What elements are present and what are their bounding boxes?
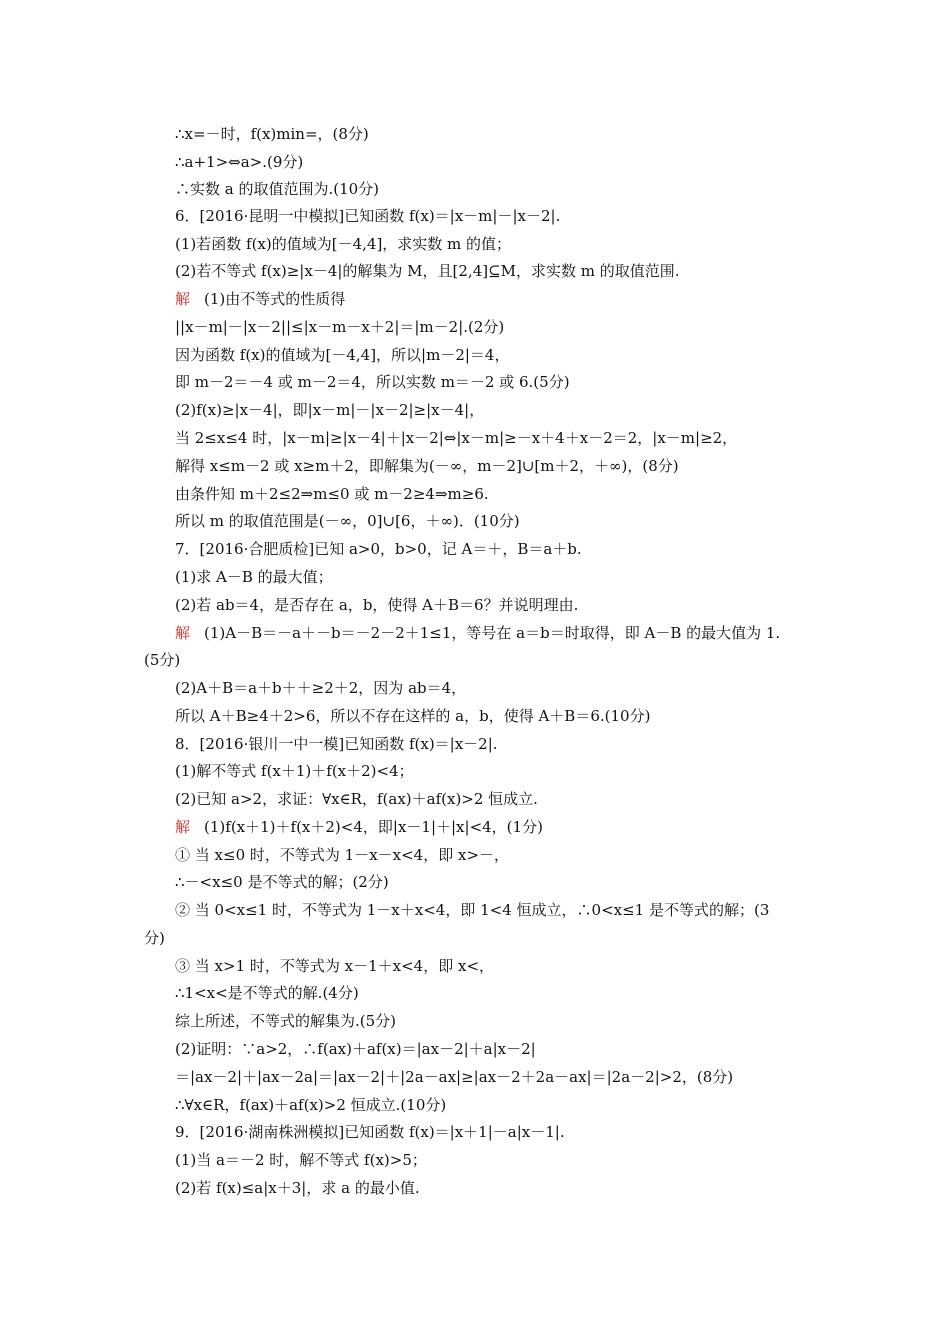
text-line (175, 900, 769, 920)
text-line (175, 179, 379, 199)
line-text: 7．[2016·合肥质检]已知 a>0，b>0，记 A＝＋，B＝a＋b. (175, 540, 582, 558)
text-line (175, 817, 543, 837)
text-line (175, 372, 570, 392)
text-line (175, 734, 498, 754)
text-line (175, 595, 578, 615)
text-line (175, 956, 494, 976)
line-text: (2)若 ab＝4，是否存在 a，b，使得 A＋B＝6？并说明理由. (175, 596, 579, 614)
line-text: ||x－m|－|x－2||≤|x－m－x＋2|＝|m－2|.(2分) (175, 318, 505, 336)
text-line (175, 484, 489, 504)
line-text: ∴x=－时，f(x)min=，(8分) (175, 125, 369, 143)
text-line (175, 261, 680, 281)
line-text: 6．[2016·昆明一中模拟]已知函数 f(x)＝|x－m|－|x－2|. (175, 207, 561, 225)
line-text: ② 当 0<x≤1 时，不等式为 1－x＋x<4，即 1<4 恒成立，∴0<x≤1 是不等式的解；(3 (175, 901, 770, 919)
text-line (175, 706, 650, 726)
text-line (175, 1150, 427, 1170)
text-line (175, 1039, 536, 1059)
text-line (175, 1067, 733, 1087)
line-text: 即 m－2＝－4 或 m－2＝4，所以实数 m＝－2 或 6.(5分) (175, 373, 570, 391)
line-text: 8．[2016·银川一中一模]已知函数 f(x)＝|x－2|. (175, 735, 498, 753)
text-line (175, 1011, 396, 1031)
text-line (175, 983, 359, 1003)
line-text: ∴－<x≤0 是不等式的解；(2分) (175, 873, 389, 891)
line-text: 所以 m 的取值范围是(－∞，0]∪[6，＋∞)．(10分) (175, 512, 520, 530)
line-text: ∴a+1>⇔a>.(9分) (175, 153, 304, 171)
text-line (175, 1178, 420, 1198)
text-line (175, 124, 369, 144)
text-line (175, 289, 345, 309)
text-line (175, 678, 466, 698)
line-text: (2)若不等式 f(x)≥|x－4|的解集为 M，且[2,4]⊆M，求实数 m 的取值范围. (175, 262, 680, 280)
line-text: (2)f(x)≥|x－4|，即|x－m|－|x－2|≥|x－4|， (175, 401, 485, 419)
text-line (175, 152, 303, 172)
text-line (175, 539, 582, 559)
text-line (175, 345, 509, 365)
text-line (175, 1095, 446, 1115)
line-text: ③ 当 x>1 时，不等式为 x－1＋x<4，即 x<， (175, 957, 495, 975)
line-text: (5分) (144, 651, 181, 669)
text-line (175, 400, 484, 420)
text-line (144, 928, 165, 948)
line-text: (1)解不等式 f(x＋1)＋f(x＋2)<4； (175, 762, 414, 780)
line-text: 9．[2016·湖南株洲模拟]已知函数 f(x)＝|x＋1|－a|x－1|. (175, 1123, 565, 1141)
text-line (175, 206, 560, 226)
text-line (175, 845, 509, 865)
text-line (175, 234, 511, 254)
line-text: (2)证明：∵a>2，∴f(ax)＋af(x)＝|ax－2|＋a|x－2| (175, 1040, 536, 1058)
line-text: ① 当 x≤0 时，不等式为 1－x－x<4，即 x>－， (175, 846, 510, 864)
line-text: (1)当 a＝－2 时，解不等式 f(x)>5； (175, 1151, 427, 1169)
line-text: 分) (144, 929, 165, 947)
line-text: 因为函数 f(x)的值域为[－4,4]，所以|m－2|＝4， (175, 346, 510, 364)
line-text: 由条件知 m＋2≤2⇒m≤0 或 m－2≥4⇒m≥6. (175, 485, 489, 503)
solution-label: 解 (175, 624, 191, 642)
text-line (175, 317, 504, 337)
line-text: ∴∀x∈R，f(ax)＋af(x)>2 恒成立.(10分) (175, 1096, 447, 1114)
text-line (175, 456, 679, 476)
text-line (175, 761, 414, 781)
solution-label: 解 (175, 290, 191, 308)
text-line (175, 872, 389, 892)
line-text: (1)由不等式的性质得 (204, 290, 346, 308)
line-text: 解得 x≤m－2 或 x≥m＋2，即解集为(－∞，m－2]∪[m＋2，＋∞)，(8分) (175, 457, 679, 475)
line-text: (2)已知 a>2，求证：∀x∈R，f(ax)＋af(x)>2 恒成立. (175, 790, 538, 808)
solution-label: 解 (175, 818, 191, 836)
line-text: ∴实数 a 的取值范围为.(10分) (175, 180, 380, 198)
line-text: (1)求 A－B 的最大值； (175, 568, 333, 586)
text-line (175, 1122, 565, 1142)
line-text: (2)若 f(x)≤a|x＋3|，求 a 的最小值. (175, 1179, 420, 1197)
line-text: (1)A－B＝－a＋－b＝－2－2＋1≤1，等号在 a＝b＝时取得，即 A－B 的最大值为 1. (204, 624, 781, 642)
line-text: ＝|ax－2|＋|ax－2a|＝|ax－2|＋|2a－ax|≥|ax－2＋2a－ax|＝|2a－2|>2，(8分) (175, 1068, 734, 1086)
line-text: ∴1<x<是不等式的解.(4分) (175, 984, 359, 1002)
text-line (175, 623, 780, 643)
line-text: 综上所述，不等式的解集为.(5分) (175, 1012, 397, 1030)
line-text: (2)A＋B＝a＋b＋＋≥2＋2，因为 ab＝4， (175, 679, 467, 697)
line-text: 所以 A＋B≥4＋2>6，所以不存在这样的 a，b，使得 A＋B＝6.(10分) (175, 707, 651, 725)
text-line (175, 567, 333, 587)
line-text: (1)若函数 f(x)的值域为[－4,4]，求实数 m 的值； (175, 235, 512, 253)
text-line (175, 789, 538, 809)
text-line (175, 428, 737, 448)
line-text: 当 2≤x≤4 时，|x－m|≥|x－4|＋|x－2|⇔|x－m|≥－x＋4＋x－2＝2，|x－m|≥2， (175, 429, 738, 447)
line-text: (1)f(x＋1)＋f(x＋2)<4，即|x－1|＋|x|<4，(1分) (204, 818, 543, 836)
text-line (144, 650, 180, 670)
text-line (175, 511, 520, 531)
